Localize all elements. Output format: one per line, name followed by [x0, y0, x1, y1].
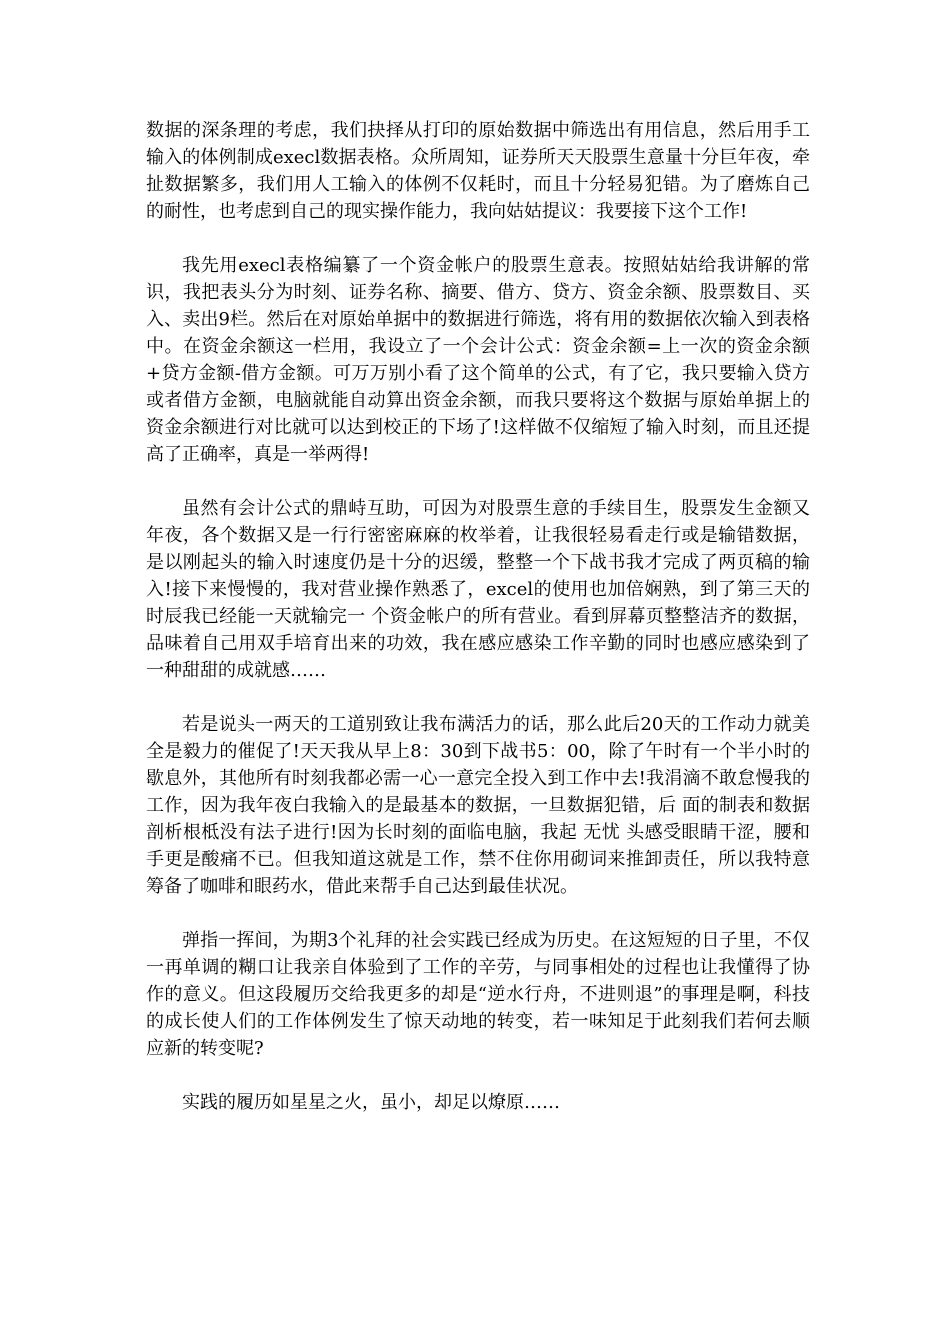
paragraph-5: 弹指一挥间，为期3个礼拜的社会实践已经成为历史。在这短短的日子里，不仅一再单调的糊口让我亲自体验到了工作的辛劳，与同事相处的过程也让我懂得了协作的意义。但这段履历交给我更多的却是“逆水行舟，不进则退”的事理是啊，科技的成长使人们的工作体例发生了惊天动地的转变，若一味知足于此刻我们若何去顺应新的转变呢?: [146, 930, 810, 1059]
document-body: [146, 117, 810, 1143]
paragraph-1: 数据的深条理的考虑，我们抉择从打印的原始数据中筛选出有用信息，然后用手工输入的体例制成execl数据表格。众所周知，证券所天天股票生意量十分巨年夜，牵扯数据繁多，我们用人工输入的体例不仅耗时，而且十分轻易犯错。为了磨炼自己的耐性，也考虑到自己的现实操作能力，我向姑姑提议：我要接下这个工作!: [146, 120, 810, 222]
paragraph-3: 虽然有会计公式的鼎峙互助，可因为对股票生意的手续目生，股票发生金额又年夜，各个数据又是一行行密密麻麻的枚举着，让我很轻易看走行或是输错数据，是以刚起头的输入时速度仍是十分的迟缓，整整一个下战书我才完成了两页稿的输入!接下来慢慢的，我对营业操作熟悉了，excel的使用也加倍娴熟，到了第三天的时辰我已经能一天就输完一 个资金帐户的所有营业。看到屏幕页整整洁齐的数据，品味着自己用双手培育出来的功效，我在感应感染工作辛勤的同时也感应感染到了一种甜甜的成就感……: [146, 498, 810, 681]
paragraph-6: 实践的履历如星星之火，虽小，却足以燎原……: [182, 1092, 560, 1113]
paragraph-2: 我先用execl表格编纂了一个资金帐户的股票生意表。按照姑姑给我讲解的常识，我把表头分为时刻、证券名称、摘要、借方、贷方、资金余额、股票数目、买入、卖出9栏。然后在对原始单据中的数据进行筛选，将有用的数据依次输入到表格中。在资金余额这一栏用，我设立了一个会计公式：资金余额=上一次的资金余额+贷方金额-借方金额。可万万别小看了这个简单的公式，有了它，我只要输入贷方或者借方金额，电脑就能自动算出资金余额，而我只要将这个数据与原始单据上的资金余额进行对比就可以达到校正的下场了!这样做不仅缩短了输入时刻，而且还提高了正确率，真是一举两得!: [146, 255, 810, 465]
paragraph-4: 若是说头一两天的工道别致让我布满活力的话，那么此后20天的工作动力就美全是毅力的催促了!天天我从早上8：30到下战书5：00，除了午时有一个半小时的歇息外，其他所有时刻我都必需一心一意完全投入到工作中去!我涓滴不敢怠慢我的工作，因为我年夜白我输入的是最基本的数据，一旦数据犯错，后 面的制表和数据剖析根柢没有法子进行!因为长时刻的面临电脑，我起 无忧 头感受眼睛干涩，腰和手更是酸痛不已。但我知道这就是工作，禁不住你用砌词来推卸责任，所以我特意筹备了咖啡和眼药水，借此来帮手自己达到最佳状况。: [146, 714, 810, 897]
